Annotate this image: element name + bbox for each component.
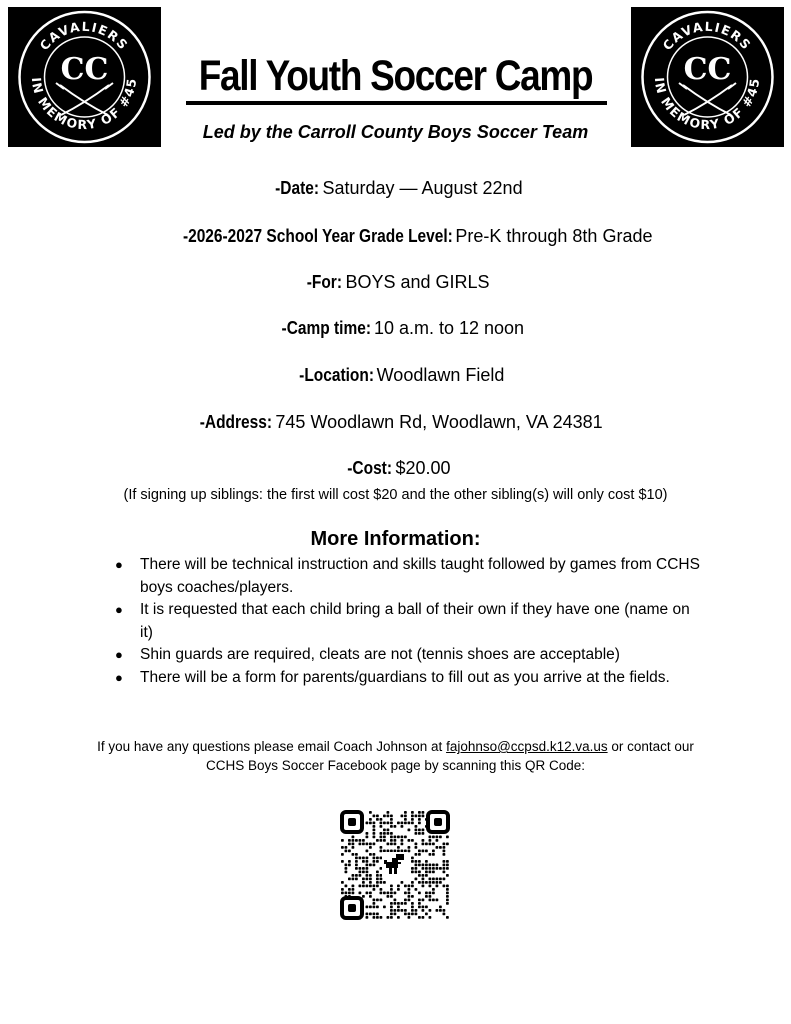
detail-for xyxy=(0,272,791,293)
detail-value: Pre-K through 8th Grade xyxy=(455,226,653,246)
list-item: ● It is requested that each child bring a ball of their own if they have one (name on it) xyxy=(115,601,690,641)
detail-label: -2026-2027 School Year Grade Level: xyxy=(182,226,453,246)
detail-value: Woodlawn Field xyxy=(376,365,505,385)
detail-grade-level xyxy=(0,226,791,247)
detail-value: 745 Woodlawn Rd, Woodlawn, VA 24381 xyxy=(275,412,603,432)
detail-location xyxy=(0,365,791,386)
list-item: ● Shin guards are required, cleats are not (tennis shoes are acceptable) xyxy=(115,644,705,667)
bullet-icon: ● xyxy=(115,669,123,685)
detail-label: -Date: xyxy=(275,178,320,198)
detail-label: -For: xyxy=(307,272,343,292)
bullet-icon: ● xyxy=(115,557,123,572)
sibling-cost-note: (If signing up siblings: the first will cost $20 and the other sibling(s) will only cost $10) xyxy=(123,487,668,503)
list-item: ● There will be technical instruction and skills taught followed by games from CCHS boys coaches/players. xyxy=(115,556,700,596)
page-subtitle: Led by the Carroll County Boys Soccer Team xyxy=(202,122,589,142)
svg-text:CAVALIERS: CAVALIERS xyxy=(659,18,755,54)
detail-value: $20.00 xyxy=(395,458,451,478)
contact-text: If you have any questions please email Coach Johnson at fajohnso@ccpsd.k12.va.us or contact our CCHS Boys Soccer Facebook page by scanning this QR Code: xyxy=(97,739,694,773)
detail-label: -Camp time: xyxy=(281,318,371,338)
cavaliers-logo-graphic xyxy=(631,7,784,147)
detail-value: 10 a.m. to 12 noon xyxy=(373,318,525,338)
dinosaur-icon xyxy=(382,852,408,878)
detail-label: -Address: xyxy=(200,412,273,432)
detail-cost xyxy=(0,458,791,479)
detail-label: -Location: xyxy=(298,365,374,385)
email-link[interactable]: fajohnso@ccpsd.k12.va.us xyxy=(446,739,608,754)
svg-text:CAVALIERS: CAVALIERS xyxy=(36,18,132,54)
detail-label: -Cost: xyxy=(347,458,393,478)
svg-text:CC: CC xyxy=(60,52,109,87)
cavaliers-logo-graphic xyxy=(8,7,161,147)
qr-code-graphic xyxy=(340,810,450,920)
qr-code[interactable] xyxy=(340,810,450,920)
more-info-list xyxy=(115,554,705,689)
svg-text:IN MEMORY OF #45: IN MEMORY OF #45 xyxy=(28,76,140,133)
svg-text:CC: CC xyxy=(683,52,732,87)
detail-date xyxy=(0,178,791,199)
title-underline xyxy=(186,101,607,105)
list-item: ● There will be a form for parents/guardians to fill out as you arrive at the fields. xyxy=(115,667,705,690)
detail-value: Saturday — August 22nd xyxy=(322,178,523,198)
svg-text:IN MEMORY OF #45: IN MEMORY OF #45 xyxy=(651,76,763,133)
detail-address xyxy=(0,412,791,433)
page-title: Fall Youth Soccer Camp xyxy=(198,52,593,100)
cavaliers-logo-left xyxy=(8,7,161,147)
detail-camp-time xyxy=(0,318,791,339)
detail-value: BOYS and GIRLS xyxy=(345,272,490,292)
more-info-heading: More Information: xyxy=(310,528,481,550)
cavaliers-logo-right xyxy=(631,7,784,147)
bullet-icon: ● xyxy=(115,602,123,617)
bullet-icon: ● xyxy=(115,647,123,662)
